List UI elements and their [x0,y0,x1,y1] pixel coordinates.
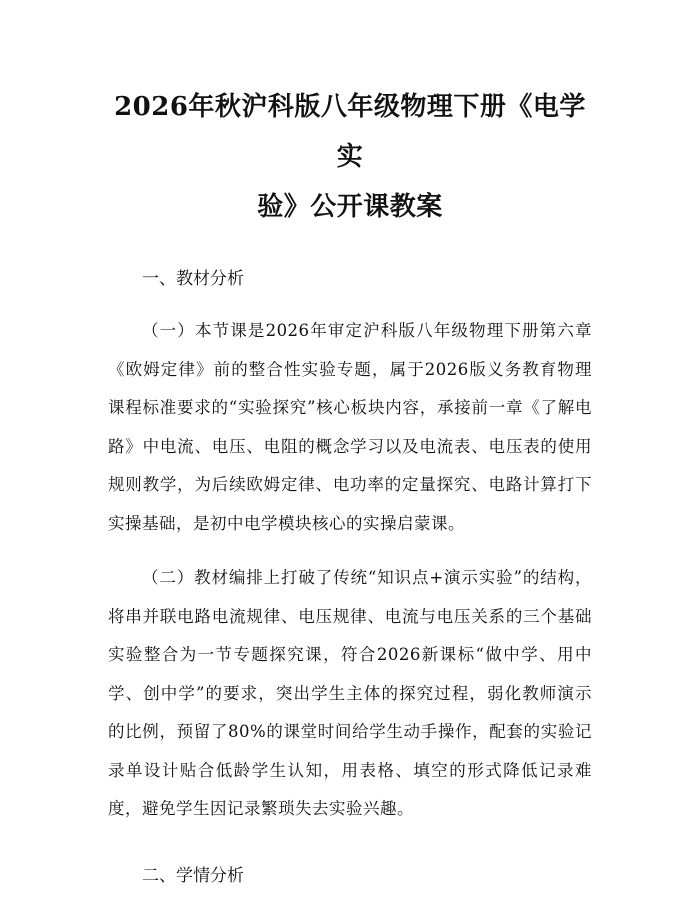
section-heading-materials: 一、教材分析 [142,269,244,289]
document-title [108,82,592,232]
title-line-1: 2026年秋沪科版八年级物理下册《电学实 [114,92,586,172]
paragraph-materials-2: （二）教材编排上打破了传统“知识点+演示实验”的结构，将串并联电路电流规律、电压规律、电流与电压关系的三个基础实验整合为一节专题探究课，符合2026新课标“做中学、用中学、创中学”的要求，突出学生主体的探究过程，弱化教师演示的比例，预留了80%的课堂时间给学生动手操作，配套的实验记录单设计贴合低龄学生认知，用表格、填空的形式降低记录难度，避免学生因记录繁琐失去实验兴趣。 [108,568,592,818]
section-heading-students: 二、学情分析 [142,865,244,886]
paragraph-materials-1: （一）本节课是2026年审定沪科版八年级物理下册第六章《欧姆定律》前的整合性实验专题，属于2026版义务教育物理课程标准要求的“实验探究”核心板块内容，承接前一章《了解电路》中电流、电压、电阻的概念学习以及电流表、电压表的使用规则教学，为后续欧姆定律、电功率的定量探究、电路计算打下实操基础，是初中电学模块核心的实操启蒙课。 [108,321,592,533]
title-line-2: 验》公开课教案 [257,192,443,222]
